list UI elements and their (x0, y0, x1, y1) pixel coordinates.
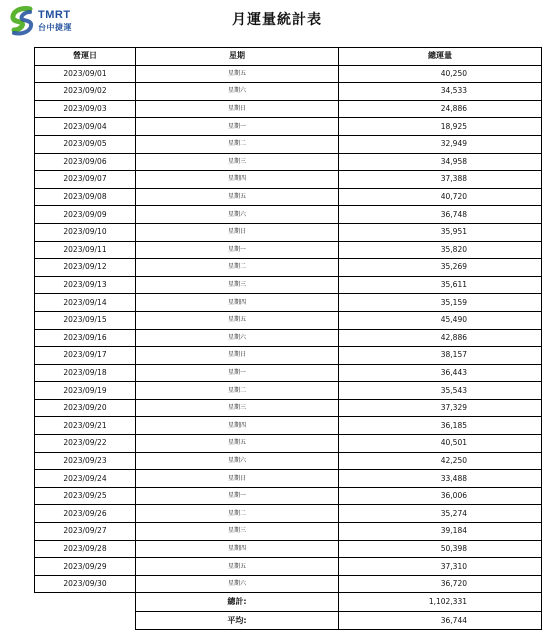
cell-ridership: 42,250 (339, 452, 542, 470)
cell-weekday: 星期日 (136, 470, 339, 488)
cell-ridership: 40,501 (339, 435, 542, 453)
cell-ridership: 34,958 (339, 153, 542, 171)
cell-weekday: 星期四 (136, 294, 339, 312)
cell-date: 2023/09/02 (35, 83, 136, 101)
table-row (35, 382, 542, 400)
cell-weekday: 星期三 (136, 153, 339, 171)
table-row (35, 347, 542, 365)
table-row (35, 100, 542, 118)
table-row (35, 329, 542, 347)
cell-weekday: 星期一 (136, 118, 339, 136)
cell-date: 2023/09/20 (35, 399, 136, 417)
cell-date: 2023/09/22 (35, 435, 136, 453)
total-label: 總計: (136, 593, 339, 612)
cell-date: 2023/09/10 (35, 223, 136, 241)
cell-ridership: 40,720 (339, 188, 542, 206)
table-row (35, 575, 542, 593)
header-weekday: 星期 (136, 48, 339, 66)
cell-ridership: 35,274 (339, 505, 542, 523)
table-row (35, 523, 542, 541)
cell-weekday: 星期日 (136, 223, 339, 241)
cell-ridership: 35,543 (339, 382, 542, 400)
table-row (35, 153, 542, 171)
table-row (35, 65, 542, 83)
average-blank-cell (35, 611, 136, 630)
page-title: 月運量統計表 (232, 12, 322, 28)
cell-weekday: 星期三 (136, 523, 339, 541)
table-body (35, 65, 542, 593)
table-row (35, 487, 542, 505)
cell-weekday: 星期四 (136, 171, 339, 189)
cell-date: 2023/09/29 (35, 558, 136, 576)
cell-ridership: 36,185 (339, 417, 542, 435)
cell-date: 2023/09/04 (35, 118, 136, 136)
page-header (0, 0, 554, 44)
cell-ridership: 39,184 (339, 523, 542, 541)
cell-ridership: 50,398 (339, 540, 542, 558)
table-row (35, 311, 542, 329)
cell-weekday: 星期三 (136, 399, 339, 417)
cell-weekday: 星期日 (136, 100, 339, 118)
cell-date: 2023/09/17 (35, 347, 136, 365)
cell-date: 2023/09/30 (35, 575, 136, 593)
cell-date: 2023/09/09 (35, 206, 136, 224)
total-row (35, 593, 542, 612)
table-row (35, 188, 542, 206)
cell-ridership: 24,886 (339, 100, 542, 118)
table-row (35, 223, 542, 241)
cell-date: 2023/09/23 (35, 452, 136, 470)
cell-weekday: 星期四 (136, 417, 339, 435)
table-row (35, 206, 542, 224)
average-row (35, 611, 542, 630)
cell-weekday: 星期二 (136, 382, 339, 400)
cell-ridership: 40,250 (339, 65, 542, 83)
ridership-table (34, 47, 542, 630)
cell-ridership: 35,611 (339, 276, 542, 294)
table-row (35, 540, 542, 558)
cell-date: 2023/09/07 (35, 171, 136, 189)
cell-date: 2023/09/28 (35, 540, 136, 558)
table-row (35, 276, 542, 294)
cell-date: 2023/09/06 (35, 153, 136, 171)
cell-weekday: 星期五 (136, 435, 339, 453)
cell-ridership: 35,820 (339, 241, 542, 259)
cell-weekday: 星期日 (136, 347, 339, 365)
cell-date: 2023/09/18 (35, 364, 136, 382)
header-operating-day: 營運日 (35, 48, 136, 66)
cell-weekday: 星期六 (136, 575, 339, 593)
cell-weekday: 星期五 (136, 311, 339, 329)
cell-ridership: 36,748 (339, 206, 542, 224)
cell-ridership: 33,488 (339, 470, 542, 488)
cell-date: 2023/09/15 (35, 311, 136, 329)
cell-ridership: 18,925 (339, 118, 542, 136)
header-total-ridership: 總運量 (339, 48, 542, 66)
cell-weekday: 星期六 (136, 83, 339, 101)
cell-date: 2023/09/19 (35, 382, 136, 400)
cell-ridership: 36,006 (339, 487, 542, 505)
cell-ridership: 45,490 (339, 311, 542, 329)
cell-date: 2023/09/12 (35, 259, 136, 277)
total-blank-cell (35, 593, 136, 612)
cell-ridership: 35,159 (339, 294, 542, 312)
total-value: 1,102,331 (339, 593, 542, 612)
cell-date: 2023/09/13 (35, 276, 136, 294)
table-row (35, 135, 542, 153)
cell-ridership: 37,388 (339, 171, 542, 189)
cell-date: 2023/09/01 (35, 65, 136, 83)
cell-ridership: 34,533 (339, 83, 542, 101)
cell-ridership: 36,443 (339, 364, 542, 382)
table-header-row (35, 48, 542, 66)
cell-weekday: 星期五 (136, 558, 339, 576)
cell-date: 2023/09/21 (35, 417, 136, 435)
cell-ridership: 35,269 (339, 259, 542, 277)
cell-weekday: 星期一 (136, 364, 339, 382)
cell-ridership: 37,329 (339, 399, 542, 417)
table-row (35, 435, 542, 453)
table-row (35, 399, 542, 417)
logo-chinese-text: 台中捷運 (38, 23, 72, 32)
cell-weekday: 星期五 (136, 188, 339, 206)
table-row (35, 259, 542, 277)
cell-date: 2023/09/16 (35, 329, 136, 347)
cell-date: 2023/09/25 (35, 487, 136, 505)
table-row (35, 364, 542, 382)
table-row (35, 417, 542, 435)
cell-ridership: 35,951 (339, 223, 542, 241)
average-value: 36,744 (339, 611, 542, 630)
table-row (35, 294, 542, 312)
cell-weekday: 星期一 (136, 487, 339, 505)
table-row (35, 452, 542, 470)
cell-ridership: 32,949 (339, 135, 542, 153)
cell-date: 2023/09/27 (35, 523, 136, 541)
cell-ridership: 38,157 (339, 347, 542, 365)
table-row (35, 171, 542, 189)
table-row (35, 241, 542, 259)
table-row (35, 470, 542, 488)
cell-ridership: 42,886 (339, 329, 542, 347)
cell-date: 2023/09/14 (35, 294, 136, 312)
logo-english-text: TMRT (38, 9, 71, 21)
cell-weekday: 星期六 (136, 452, 339, 470)
cell-weekday: 星期一 (136, 241, 339, 259)
table-row (35, 118, 542, 136)
cell-date: 2023/09/11 (35, 241, 136, 259)
cell-date: 2023/09/03 (35, 100, 136, 118)
cell-weekday: 星期二 (136, 259, 339, 277)
cell-weekday: 星期二 (136, 135, 339, 153)
table-row (35, 83, 542, 101)
cell-date: 2023/09/24 (35, 470, 136, 488)
cell-ridership: 36,720 (339, 575, 542, 593)
table-row (35, 505, 542, 523)
cell-date: 2023/09/08 (35, 188, 136, 206)
cell-weekday: 星期二 (136, 505, 339, 523)
cell-date: 2023/09/05 (35, 135, 136, 153)
cell-weekday: 星期四 (136, 540, 339, 558)
cell-ridership: 37,310 (339, 558, 542, 576)
cell-weekday: 星期六 (136, 206, 339, 224)
cell-weekday: 星期六 (136, 329, 339, 347)
cell-weekday: 星期五 (136, 65, 339, 83)
average-label: 平均: (136, 611, 339, 630)
cell-weekday: 星期三 (136, 276, 339, 294)
table-row (35, 558, 542, 576)
cell-date: 2023/09/26 (35, 505, 136, 523)
